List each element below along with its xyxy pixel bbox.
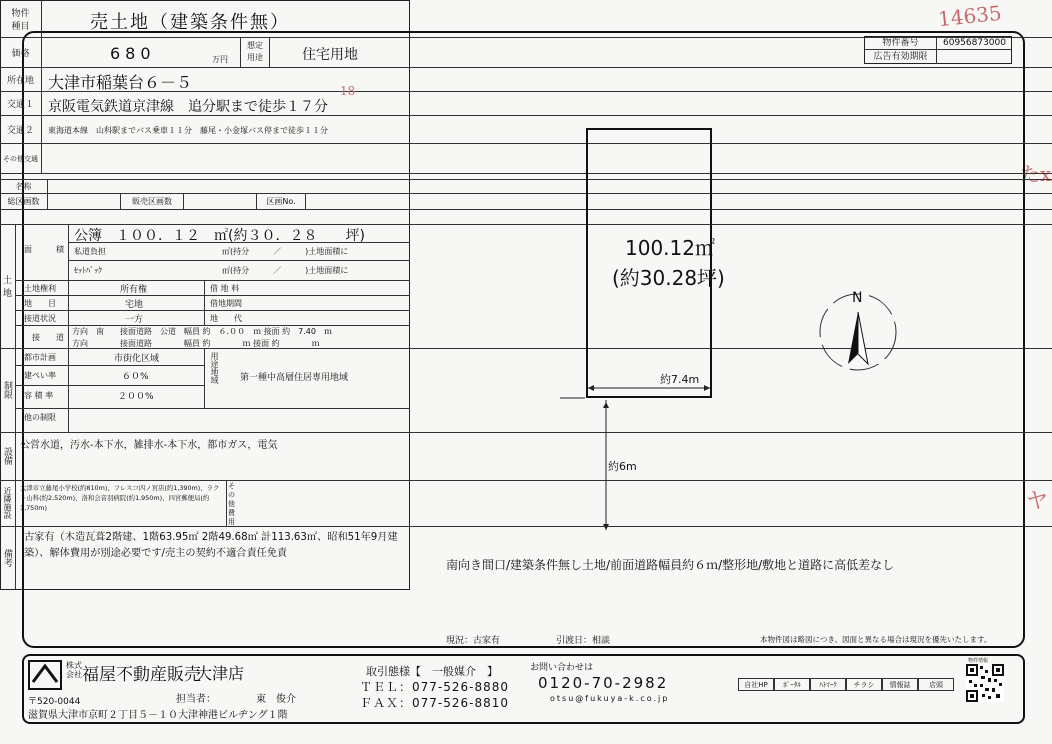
city-plan-label: 都市計画: [24, 353, 56, 362]
intended-use: 住宅用地: [302, 47, 358, 63]
handwritten-mark-2: ヤ: [1026, 489, 1049, 514]
plan-description: 南向き間口/建築条件無し土地/前面道路幅員約６ｍ/整形地/敷地と道路に高低差なし: [446, 558, 895, 572]
use-area: 第一種中高層住居専用地域: [240, 373, 349, 383]
staff-label: 担当者：: [176, 694, 216, 705]
private-road-share: ㎡(持分 ／ )土地面積に: [222, 247, 349, 256]
lots-row: [0, 194, 1052, 210]
far-label: 容 積 率: [24, 391, 54, 400]
handwritten-mark: たx: [1020, 162, 1052, 186]
landcat-value: 宅地: [125, 300, 144, 310]
for-sale-lots-label: 販売区画数: [120, 194, 184, 209]
access-label: 接 道: [32, 333, 64, 342]
divider: [68, 224, 69, 280]
divider: [68, 260, 410, 261]
type-label: 物件 種目: [0, 0, 42, 37]
divider: [0, 526, 1052, 527]
handwritten-correction: 18: [340, 84, 356, 98]
divider: [204, 280, 205, 325]
divider: [226, 480, 227, 526]
use-label: 想定 用途: [240, 38, 270, 67]
media-chip: 自社HP: [738, 678, 774, 691]
landcat-label: 地 目: [24, 299, 56, 308]
bcr-label: 建ぺい率: [24, 371, 56, 380]
facility-value: 公営水道，汚水-本下水，雑排水-本下水，都市ガス，電気: [20, 440, 278, 451]
private-road: 私道負担: [74, 247, 106, 256]
current-status: 現況：古家有: [446, 636, 501, 646]
free-dial: 0120-70-2982: [538, 674, 669, 692]
other-costs-label: その他費用: [228, 482, 235, 526]
divider: [16, 280, 410, 281]
qr-label: 物件情報: [968, 658, 989, 664]
city-plan: 市街化区域: [114, 354, 160, 364]
price-label: 価格: [0, 38, 42, 67]
rights-label: 土地権利: [24, 284, 56, 293]
land-side-label: 土 地: [0, 224, 16, 348]
rent-label: 借 地 料: [210, 284, 240, 293]
divider: [16, 295, 410, 296]
road-status-value: 一方: [125, 315, 144, 325]
transport2-value: 東海道本線 山科駅までバス乗車１１分 藤尾・小金塚バス停まで徒歩１１分: [48, 126, 328, 135]
media-chip: チラシ: [846, 678, 882, 691]
access-line-1: 方向 南 接面道路 公道 幅員 約 ６.００ ｍ 接面 約 7.40 ｍ: [72, 327, 332, 336]
divider: [68, 242, 410, 243]
price-value: 680: [110, 44, 156, 63]
other-transport-row: [0, 144, 1052, 174]
company-logo: [28, 660, 62, 690]
dimension-lines: [560, 370, 720, 550]
inquiry-label: お問い合わせは: [530, 663, 594, 673]
price-unit: 万円: [212, 55, 228, 64]
divider: [0, 480, 1052, 481]
company-address: 滋賀県大津市京町２丁目５－１０大津神港ビルヂング１階: [28, 710, 288, 721]
transport2-row: [0, 116, 1052, 144]
qr-code-icon: [966, 664, 1004, 702]
use-area-label: 用途地域: [210, 352, 219, 384]
remarks-label: 備考: [0, 526, 16, 590]
property-no: 60956873000: [937, 37, 1012, 50]
media-chip: 店頭: [918, 678, 954, 691]
bcr-value: ６０%: [122, 372, 149, 382]
lot-area: 100.12㎡: [625, 236, 715, 260]
transport1-label: 交通１: [0, 92, 42, 115]
far-value: ２００%: [118, 392, 154, 402]
name-row: [0, 179, 1052, 194]
other-restrict-label: 他の制限: [24, 413, 56, 422]
official-area: 公簿 １００．１２ ㎡(約３０．２８ 坪): [74, 228, 365, 244]
tel-number: ＴＥＬ：077-526-8880: [360, 680, 510, 694]
transport1-row: [0, 84, 1052, 116]
location-row: [0, 68, 1052, 92]
divider: [16, 365, 204, 366]
staff-name: 東 俊介: [256, 694, 296, 705]
rent-fee-label: 地 代: [210, 314, 242, 323]
divider: [16, 385, 204, 386]
zip-code: 〒520-0044: [28, 697, 81, 707]
total-lots-label: 総区画数: [0, 194, 48, 209]
facility-label: 設備: [0, 432, 16, 480]
divider: [68, 348, 69, 432]
setback: ｾｯﾄﾊﾞｯｸ: [74, 266, 102, 275]
other-transport-label: その他交通: [0, 144, 42, 173]
company-name: 福屋不動産販売: [82, 665, 201, 685]
type-row: [0, 0, 1052, 38]
rights-value: 所有権: [120, 285, 148, 295]
divider: [16, 408, 410, 409]
nearby-value: 大津市立藤尾小学校(約810m)、フレスコ四ノ宮店(約1,390m)、ラクト山科(約2,520m)、洛和会音羽病院(約1,950m)、四宮郵便局(約1,750m): [20, 484, 220, 512]
divider: [0, 432, 1052, 433]
remarks-value: 古家有（木造瓦葺2階建、1階63.95㎡ 2階49.68㎡ 計113.63㎡、昭和51年9月建築）、解体費用が別途必要です/売主の契約不適合責任免責: [24, 532, 398, 559]
divider: [68, 280, 69, 348]
location-value: 大津市稲葉台６－５: [48, 73, 193, 92]
rent-period-label: 借地期間: [210, 299, 242, 308]
road-width: 約6m: [608, 460, 637, 473]
location-label: 所在地: [0, 68, 42, 91]
media-chip: ﾊﾄﾏｰｸ: [810, 678, 846, 691]
divider: [16, 310, 410, 311]
deal-type: 取引態様【 一般媒介 】: [366, 665, 498, 678]
setback-share: ㎡(持分 ／ )土地面積に: [222, 266, 349, 275]
plan-note: 本物件図は略図につき、図面と異なる場合は現況を優先いたします。: [760, 635, 992, 644]
lot-no-label: 区画No.: [256, 194, 306, 209]
area-label: 面 積: [24, 245, 64, 254]
restrict-side-label: 制限: [0, 348, 16, 432]
name-label: 名称: [0, 180, 48, 193]
access-line-2: 方向 接面道路 幅員 約 ｍ 接面 約 ｍ: [72, 339, 320, 348]
handwritten-number: 14635: [936, 0, 1003, 32]
company-prefix: 株式会社: [66, 661, 82, 679]
logo-mark-icon: [30, 662, 60, 688]
fax-number: ＦＡＸ：077-526-8810: [360, 696, 510, 710]
property-no-label: 物件番号: [865, 37, 937, 50]
media-chip: 情報誌: [882, 678, 918, 691]
property-type: 売土地（建築条件無）: [90, 12, 290, 33]
frontage-width: 約7.4m: [660, 373, 700, 386]
handover: 引渡日：相談: [556, 636, 611, 646]
transport1-value: 京阪電気鉄道京津線 追分駅まで徒歩１７分: [48, 99, 328, 115]
ad-expiry-label: 広告有効期限: [865, 50, 937, 64]
branch-name: 大津店: [196, 664, 245, 683]
transport2-label: 交通２: [0, 116, 42, 143]
lot-tsubo: (約30.28坪): [612, 266, 725, 290]
email: otsu@fukuya-k.co.jp: [550, 694, 670, 703]
north-label: N: [852, 290, 863, 306]
media-chip: ﾎﾟｰﾀﾙ: [774, 678, 810, 691]
price-row: [0, 38, 1052, 68]
nearby-label: 近隣施設: [0, 480, 16, 526]
road-status-label: 接道状況: [24, 314, 56, 323]
